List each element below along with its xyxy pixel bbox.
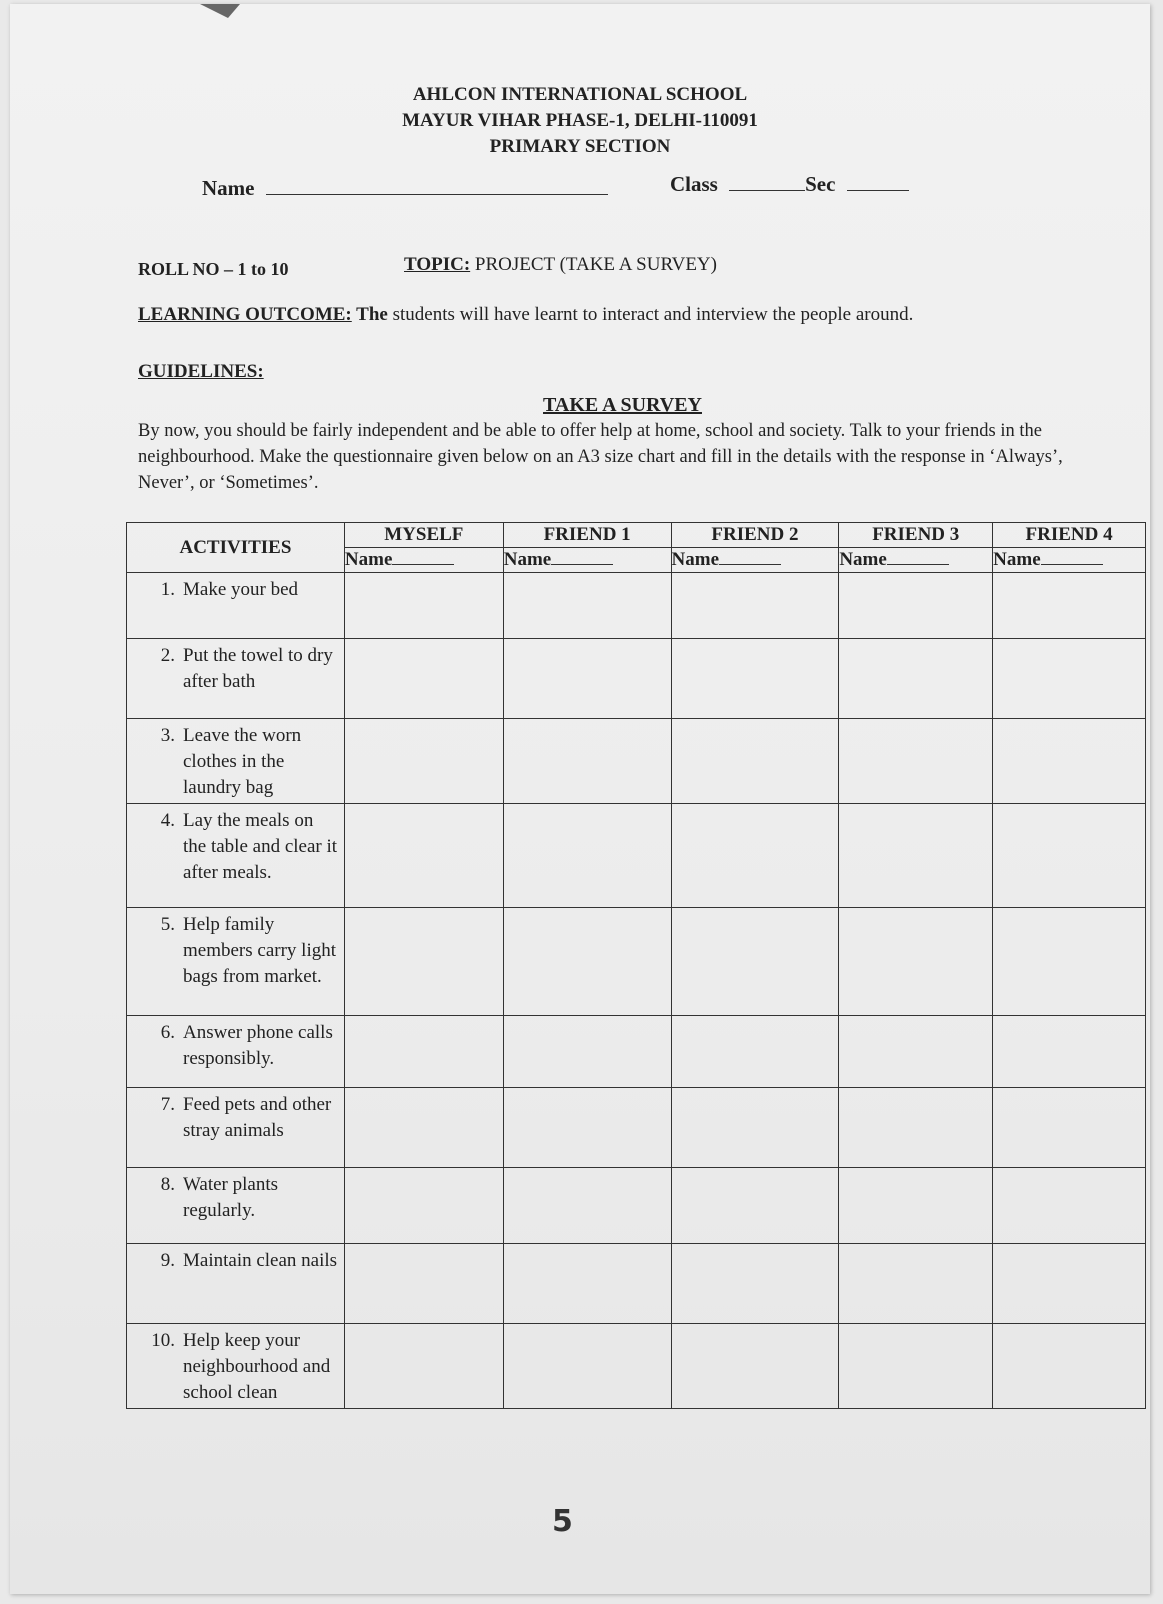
- name-cell[interactable]: [671, 548, 839, 573]
- col-friend-3: FRIEND 3: [839, 523, 993, 548]
- response-cell[interactable]: [993, 639, 1146, 719]
- class-sec-field: [670, 172, 909, 197]
- response-cell[interactable]: [671, 1324, 839, 1409]
- name-cell[interactable]: [344, 548, 503, 573]
- response-cell[interactable]: [503, 573, 671, 639]
- table-row: [127, 573, 1146, 639]
- response-cell[interactable]: [344, 573, 503, 639]
- response-cell[interactable]: [993, 573, 1146, 639]
- response-cell[interactable]: [993, 1088, 1146, 1168]
- response-cell[interactable]: [671, 1016, 839, 1088]
- col-friend-1: FRIEND 1: [503, 523, 671, 548]
- activity-rows: [127, 573, 1146, 1409]
- response-cell[interactable]: [839, 908, 993, 1016]
- table-row: [127, 908, 1146, 1016]
- response-cell[interactable]: [503, 804, 671, 908]
- name-blank: [887, 550, 949, 565]
- response-cell[interactable]: [993, 804, 1146, 908]
- name-cell[interactable]: [503, 548, 671, 573]
- response-cell[interactable]: [839, 1244, 993, 1324]
- response-cell[interactable]: [671, 908, 839, 1016]
- response-cell[interactable]: [839, 1168, 993, 1244]
- activity-cell: [127, 1168, 345, 1244]
- response-cell[interactable]: [839, 573, 993, 639]
- response-cell[interactable]: [503, 639, 671, 719]
- activity-cell: [127, 1016, 345, 1088]
- response-cell[interactable]: [503, 719, 671, 804]
- col-friend-4: FRIEND 4: [993, 523, 1146, 548]
- page-number: 5: [552, 1504, 573, 1539]
- response-cell[interactable]: [839, 1016, 993, 1088]
- activity-cell: [127, 719, 345, 804]
- sec-label: Sec: [805, 172, 836, 196]
- name-label: Name: [993, 549, 1041, 570]
- activity-cell: [127, 639, 345, 719]
- activity-cell: [127, 1324, 345, 1409]
- name-label: Name: [344, 549, 393, 570]
- activity-text: Feed pets and other stray animals: [183, 1094, 332, 1141]
- response-cell[interactable]: [671, 1168, 839, 1244]
- activity-number: 2.: [160, 645, 175, 666]
- response-cell[interactable]: [503, 1016, 671, 1088]
- response-cell[interactable]: [993, 1324, 1146, 1409]
- table-row: [127, 639, 1146, 719]
- outcome-bold-word: The: [351, 304, 388, 325]
- activity-text: Answer phone calls responsibly.: [183, 1022, 333, 1069]
- table-row: [127, 1244, 1146, 1324]
- activity-text: Maintain clean nails: [183, 1250, 338, 1271]
- name-blank: [1041, 550, 1103, 565]
- outcome-text: students will have learnt to interact and interview the people around.: [387, 304, 914, 325]
- response-cell[interactable]: [993, 1016, 1146, 1088]
- name-label: Name: [202, 176, 255, 200]
- activity-cell: [127, 804, 345, 908]
- name-label: Name: [671, 549, 720, 570]
- table-row: [127, 804, 1146, 908]
- outcome-label: LEARNING OUTCOME:: [138, 304, 352, 325]
- name-label: Name: [503, 549, 552, 570]
- name-cell[interactable]: [839, 548, 993, 573]
- name-blank[interactable]: [266, 176, 608, 195]
- response-cell[interactable]: [503, 1244, 671, 1324]
- response-cell[interactable]: [503, 908, 671, 1016]
- activity-number: 1.: [160, 579, 175, 600]
- activity-number: 7.: [160, 1094, 175, 1115]
- response-cell[interactable]: [839, 639, 993, 719]
- topic-line: [404, 254, 717, 276]
- instructions-paragraph: By now, you should be fairly independent and be able to offer help at home, school and society. Talk to your friends in the neighbourhood. Make the questionnaire given below on an A3 size chart and fill in the details with the response in ‘Always’, Never’, or ‘Sometimes’.: [138, 421, 1063, 493]
- name-label: Name: [839, 549, 887, 570]
- response-cell[interactable]: [344, 1016, 503, 1088]
- response-cell[interactable]: [503, 1324, 671, 1409]
- response-cell[interactable]: [839, 804, 993, 908]
- activity-cell: [127, 908, 345, 1016]
- survey-title: TAKE A SURVEY: [543, 394, 702, 416]
- table-row: [127, 1016, 1146, 1088]
- response-cell[interactable]: [993, 719, 1146, 804]
- activity-text: Help family members carry light bags from market.: [183, 914, 337, 987]
- response-cell[interactable]: [344, 1088, 503, 1168]
- table-header-row: [127, 523, 1146, 548]
- response-cell[interactable]: [993, 1168, 1146, 1244]
- response-cell[interactable]: [671, 573, 839, 639]
- response-cell[interactable]: [671, 639, 839, 719]
- activity-cell: [127, 1088, 345, 1168]
- response-cell[interactable]: [344, 719, 503, 804]
- school-name: AHLCON INTERNATIONAL SCHOOL: [412, 84, 748, 105]
- activity-number: 5.: [160, 914, 175, 935]
- table-row: [127, 1168, 1146, 1244]
- activity-text: Make your bed: [183, 579, 299, 600]
- col-friend-2: FRIEND 2: [671, 523, 839, 548]
- table-row: [127, 1088, 1146, 1168]
- activity-number: 10.: [151, 1330, 175, 1351]
- response-cell[interactable]: [671, 804, 839, 908]
- school-section: PRIMARY SECTION: [489, 136, 671, 157]
- name-cell[interactable]: [993, 548, 1146, 573]
- name-field: [202, 176, 608, 201]
- response-cell[interactable]: [344, 639, 503, 719]
- page-fold-mark: [200, 4, 240, 18]
- topic-text: PROJECT (TAKE A SURVEY): [470, 254, 717, 275]
- activity-text: Leave the worn clothes in the laundry bag: [183, 725, 302, 798]
- activity-cell: [127, 573, 345, 639]
- response-cell[interactable]: [503, 1168, 671, 1244]
- table-row: [127, 719, 1146, 804]
- response-cell[interactable]: [344, 804, 503, 908]
- activity-cell: [127, 1244, 345, 1324]
- worksheet-page: [10, 4, 1150, 1594]
- name-blank: [719, 550, 781, 565]
- response-cell[interactable]: [344, 908, 503, 1016]
- activity-number: 3.: [160, 725, 175, 746]
- activity-number: 6.: [160, 1022, 175, 1043]
- response-cell[interactable]: [671, 1088, 839, 1168]
- response-cell[interactable]: [839, 1324, 993, 1409]
- response-cell[interactable]: [671, 719, 839, 804]
- school-address: MAYUR VIHAR PHASE-1, DELHI-110091: [402, 110, 758, 131]
- response-cell[interactable]: [993, 908, 1146, 1016]
- response-cell[interactable]: [993, 1244, 1146, 1324]
- class-label: Class: [670, 172, 718, 196]
- response-cell[interactable]: [671, 1244, 839, 1324]
- school-header: [10, 82, 1150, 160]
- table-row: [127, 1324, 1146, 1409]
- learning-outcome: [138, 304, 1088, 326]
- response-cell[interactable]: [344, 1324, 503, 1409]
- name-blank: [551, 550, 613, 565]
- roll-range: ROLL NO – 1 to 10: [138, 259, 289, 279]
- col-myself: MYSELF: [344, 523, 503, 548]
- survey-table: [126, 522, 1146, 1409]
- response-cell[interactable]: [839, 1088, 993, 1168]
- activity-text: Help keep your neighbourhood and school clean: [183, 1330, 331, 1403]
- response-cell[interactable]: [344, 1168, 503, 1244]
- guidelines-label: GUIDELINES:: [138, 361, 264, 382]
- activity-number: 9.: [160, 1250, 175, 1271]
- activity-text: Put the towel to dry after bath: [183, 645, 333, 692]
- class-blank[interactable]: [729, 172, 805, 191]
- activity-text: Lay the meals on the table and clear it after meals.: [183, 810, 338, 883]
- response-cell[interactable]: [839, 719, 993, 804]
- topic-label: TOPIC:: [404, 254, 471, 275]
- response-cell[interactable]: [344, 1244, 503, 1324]
- activity-text: Water plants regularly.: [183, 1174, 279, 1221]
- name-blank: [392, 550, 454, 565]
- col-activities: ACTIVITIES: [127, 523, 345, 573]
- activity-number: 4.: [160, 810, 175, 831]
- response-cell[interactable]: [503, 1088, 671, 1168]
- activity-number: 8.: [160, 1174, 175, 1195]
- sec-blank[interactable]: [847, 172, 909, 191]
